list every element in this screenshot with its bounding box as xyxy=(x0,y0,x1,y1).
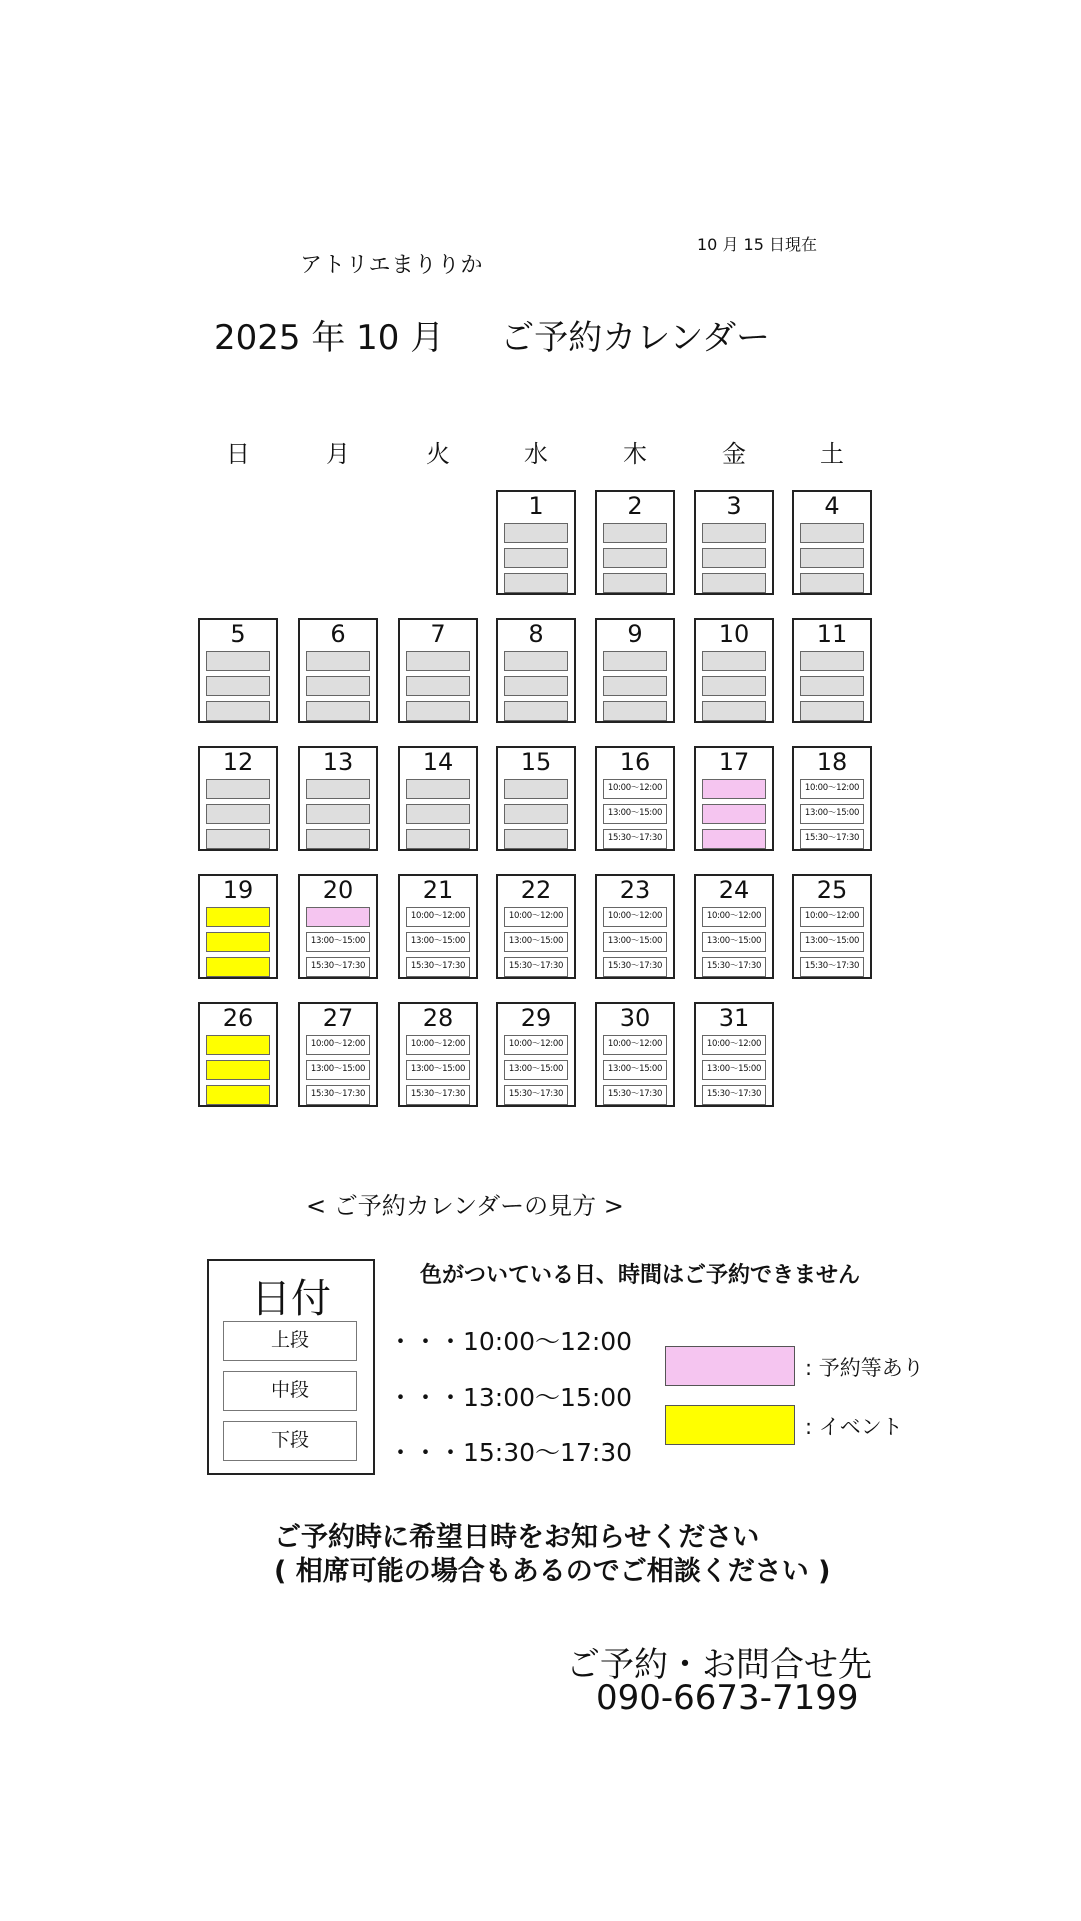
time-slot xyxy=(406,804,470,824)
time-slot: 13:00～15:00 xyxy=(603,932,667,952)
calendar-day xyxy=(496,746,576,851)
time-slot: 15:30～17:30 xyxy=(800,957,864,977)
time-slot: 15:30～17:30 xyxy=(406,957,470,977)
calendar-day xyxy=(792,490,872,595)
day-number: 23 xyxy=(619,876,651,904)
day-number: 7 xyxy=(430,620,446,648)
time-slot xyxy=(206,804,270,824)
as-of-date: 10 月 15 日現在 xyxy=(697,235,817,254)
time-slot xyxy=(406,779,470,799)
calendar-day xyxy=(198,874,278,979)
time-slot xyxy=(603,676,667,696)
calendar-day xyxy=(595,874,675,979)
contact-label: ご予約・お問合せ先 xyxy=(566,1645,872,1685)
time-slot xyxy=(406,651,470,671)
calendar-day xyxy=(694,490,774,595)
time-slot: 13:00～15:00 xyxy=(603,1060,667,1080)
time-slot xyxy=(206,932,270,952)
day-number: 18 xyxy=(816,748,848,776)
time-slot xyxy=(504,548,568,568)
time-slot xyxy=(603,523,667,543)
time-slot: 13:00～15:00 xyxy=(406,1060,470,1080)
time-slot xyxy=(206,779,270,799)
time-slot: 15:30～17:30 xyxy=(603,1085,667,1105)
time-slot xyxy=(306,676,370,696)
day-number: 31 xyxy=(718,1004,750,1032)
time-slot xyxy=(504,829,568,849)
day-number: 15 xyxy=(520,748,552,776)
time-slot: 15:30～17:30 xyxy=(504,957,568,977)
time-slot xyxy=(206,701,270,721)
time-slot xyxy=(702,804,766,824)
time-slot xyxy=(603,573,667,593)
weekday-label: 火 xyxy=(426,440,450,468)
time-slot xyxy=(504,779,568,799)
day-number: 11 xyxy=(816,620,848,648)
event-swatch xyxy=(665,1405,795,1445)
calendar-day xyxy=(198,1002,278,1107)
time-slot: 10:00～12:00 xyxy=(702,907,766,927)
day-number: 13 xyxy=(322,748,354,776)
time-slot xyxy=(206,1035,270,1055)
time-slot: 10:00～12:00 xyxy=(800,907,864,927)
time-slot: 13:00～15:00 xyxy=(406,932,470,952)
time-slot xyxy=(406,676,470,696)
time-slot: 13:00～15:00 xyxy=(702,932,766,952)
time-slot xyxy=(206,1060,270,1080)
sharing-note: ( 相席可能の場合もあるのでご相談ください ) xyxy=(274,1556,831,1587)
legend-row-bottom: 下段 xyxy=(223,1421,357,1461)
calendar-day xyxy=(792,618,872,723)
calendar-day xyxy=(595,746,675,851)
weekday-label: 金 xyxy=(722,440,746,468)
calendar-day xyxy=(595,618,675,723)
time-slot: 13:00～15:00 xyxy=(504,1060,568,1080)
time-slot xyxy=(306,907,370,927)
calendar-day xyxy=(398,874,478,979)
calendar-day xyxy=(398,618,478,723)
time-slot: 10:00～12:00 xyxy=(603,907,667,927)
time-slot xyxy=(504,804,568,824)
time-slot xyxy=(603,651,667,671)
calendar-day xyxy=(198,746,278,851)
time-slot xyxy=(800,651,864,671)
time-slot xyxy=(504,701,568,721)
day-number: 1 xyxy=(528,492,544,520)
title-text: ご予約カレンダー xyxy=(500,318,771,358)
calendar-day xyxy=(496,490,576,595)
weekday-label: 土 xyxy=(820,440,844,468)
time-slot xyxy=(306,701,370,721)
weekday-label: 木 xyxy=(623,440,647,468)
time-slot xyxy=(702,701,766,721)
day-number: 28 xyxy=(422,1004,454,1032)
day-number: 12 xyxy=(222,748,254,776)
booked-swatch xyxy=(665,1346,795,1386)
day-number: 16 xyxy=(619,748,651,776)
day-number: 24 xyxy=(718,876,750,904)
day-number: 26 xyxy=(222,1004,254,1032)
time-slot xyxy=(702,573,766,593)
time-slot xyxy=(702,676,766,696)
calendar-day xyxy=(298,618,378,723)
time-slot: 10:00～12:00 xyxy=(603,1035,667,1055)
time-slot: 13:00～15:00 xyxy=(603,804,667,824)
time-slot xyxy=(800,523,864,543)
time-slot: 10:00～12:00 xyxy=(406,907,470,927)
event-legend-label: : イベント xyxy=(805,1415,903,1439)
calendar-day xyxy=(398,746,478,851)
time-slot xyxy=(702,651,766,671)
day-number: 5 xyxy=(230,620,246,648)
calendar-day xyxy=(298,746,378,851)
calendar-day xyxy=(694,618,774,723)
time-slot: 15:30～17:30 xyxy=(702,1085,766,1105)
time-slot: 10:00～12:00 xyxy=(603,779,667,799)
day-number: 2 xyxy=(627,492,643,520)
time-slot xyxy=(504,573,568,593)
time-slot xyxy=(504,651,568,671)
time-slot: 15:30～17:30 xyxy=(306,1085,370,1105)
time-slot xyxy=(504,676,568,696)
time-slot: 15:30～17:30 xyxy=(702,957,766,977)
weekday-label: 月 xyxy=(326,440,350,468)
day-number: 4 xyxy=(824,492,840,520)
calendar-day xyxy=(496,874,576,979)
time-slot xyxy=(702,548,766,568)
day-number: 6 xyxy=(330,620,346,648)
day-number: 19 xyxy=(222,876,254,904)
time-slot xyxy=(206,676,270,696)
time-slot xyxy=(206,957,270,977)
time-slot: 15:30～17:30 xyxy=(603,957,667,977)
request-note: ご予約時に希望日時をお知らせください xyxy=(274,1522,760,1553)
day-number: 10 xyxy=(718,620,750,648)
calendar-day xyxy=(792,746,872,851)
calendar-day xyxy=(496,618,576,723)
contact-phone: 090-6673-7199 xyxy=(596,1678,859,1718)
time-slot: 13:00～15:00 xyxy=(800,932,864,952)
time-slot xyxy=(306,779,370,799)
time-slot xyxy=(406,701,470,721)
calendar-day xyxy=(198,618,278,723)
time-slot: 15:30～17:30 xyxy=(800,829,864,849)
legend-row-top: 上段 xyxy=(223,1321,357,1361)
time-slot xyxy=(603,548,667,568)
time-slot xyxy=(504,523,568,543)
calendar-day xyxy=(298,1002,378,1107)
day-number: 3 xyxy=(726,492,742,520)
legend-time-middle: ・・・13:00～15:00 xyxy=(388,1383,633,1412)
time-slot xyxy=(702,779,766,799)
time-slot xyxy=(702,523,766,543)
time-slot xyxy=(800,676,864,696)
calendar-day xyxy=(496,1002,576,1107)
time-slot: 15:30～17:30 xyxy=(306,957,370,977)
weekday-label: 日 xyxy=(226,440,250,468)
time-slot: 10:00～12:00 xyxy=(800,779,864,799)
time-slot: 10:00～12:00 xyxy=(702,1035,766,1055)
page-title xyxy=(214,310,770,359)
studio-name: アトリエまりりか xyxy=(300,253,484,278)
day-number: 17 xyxy=(718,748,750,776)
time-slot xyxy=(206,1085,270,1105)
legend-time-top: ・・・10:00～12:00 xyxy=(388,1327,633,1356)
time-slot xyxy=(800,701,864,721)
legend-time-bottom: ・・・15:30～17:30 xyxy=(388,1438,633,1467)
calendar-day xyxy=(792,874,872,979)
legend-row-middle: 中段 xyxy=(223,1371,357,1411)
calendar-day xyxy=(694,1002,774,1107)
day-number: 21 xyxy=(422,876,454,904)
time-slot xyxy=(306,829,370,849)
day-number: 14 xyxy=(422,748,454,776)
day-number: 30 xyxy=(619,1004,651,1032)
calendar-day xyxy=(298,874,378,979)
time-slot: 13:00～15:00 xyxy=(306,932,370,952)
time-slot xyxy=(603,701,667,721)
day-number: 25 xyxy=(816,876,848,904)
time-slot: 13:00～15:00 xyxy=(306,1060,370,1080)
calendar-day xyxy=(398,1002,478,1107)
time-slot: 10:00～12:00 xyxy=(406,1035,470,1055)
time-slot xyxy=(306,651,370,671)
time-slot xyxy=(206,907,270,927)
legend-day-box xyxy=(207,1259,375,1475)
time-slot xyxy=(306,804,370,824)
time-slot: 15:30～17:30 xyxy=(406,1085,470,1105)
time-slot: 13:00～15:00 xyxy=(504,932,568,952)
calendar-day xyxy=(595,1002,675,1107)
time-slot xyxy=(702,829,766,849)
time-slot xyxy=(800,548,864,568)
day-number: 8 xyxy=(528,620,544,648)
day-number: 9 xyxy=(627,620,643,648)
guide-heading: < ご予約カレンダーの見方 > xyxy=(306,1192,624,1220)
day-number: 27 xyxy=(322,1004,354,1032)
time-slot: 13:00～15:00 xyxy=(800,804,864,824)
weekday-label: 水 xyxy=(524,440,548,468)
time-slot xyxy=(800,573,864,593)
calendar-day xyxy=(595,490,675,595)
time-slot: 15:30～17:30 xyxy=(504,1085,568,1105)
legend-date-label: 日付 xyxy=(251,1276,331,1322)
day-number: 20 xyxy=(322,876,354,904)
booked-legend-label: : 予約等あり xyxy=(805,1356,924,1380)
day-number: 29 xyxy=(520,1004,552,1032)
time-slot xyxy=(206,829,270,849)
time-slot xyxy=(206,651,270,671)
time-slot: 10:00～12:00 xyxy=(504,1035,568,1055)
title-month: 2025 年 10 月 xyxy=(214,318,445,358)
time-slot: 10:00～12:00 xyxy=(504,907,568,927)
day-number: 22 xyxy=(520,876,552,904)
calendar-day xyxy=(694,746,774,851)
time-slot: 15:30～17:30 xyxy=(603,829,667,849)
time-slot: 10:00～12:00 xyxy=(306,1035,370,1055)
calendar-day xyxy=(694,874,774,979)
time-slot xyxy=(406,829,470,849)
unavailable-note: 色がついている日、時間はご予約できません xyxy=(420,1263,861,1288)
time-slot: 13:00～15:00 xyxy=(702,1060,766,1080)
